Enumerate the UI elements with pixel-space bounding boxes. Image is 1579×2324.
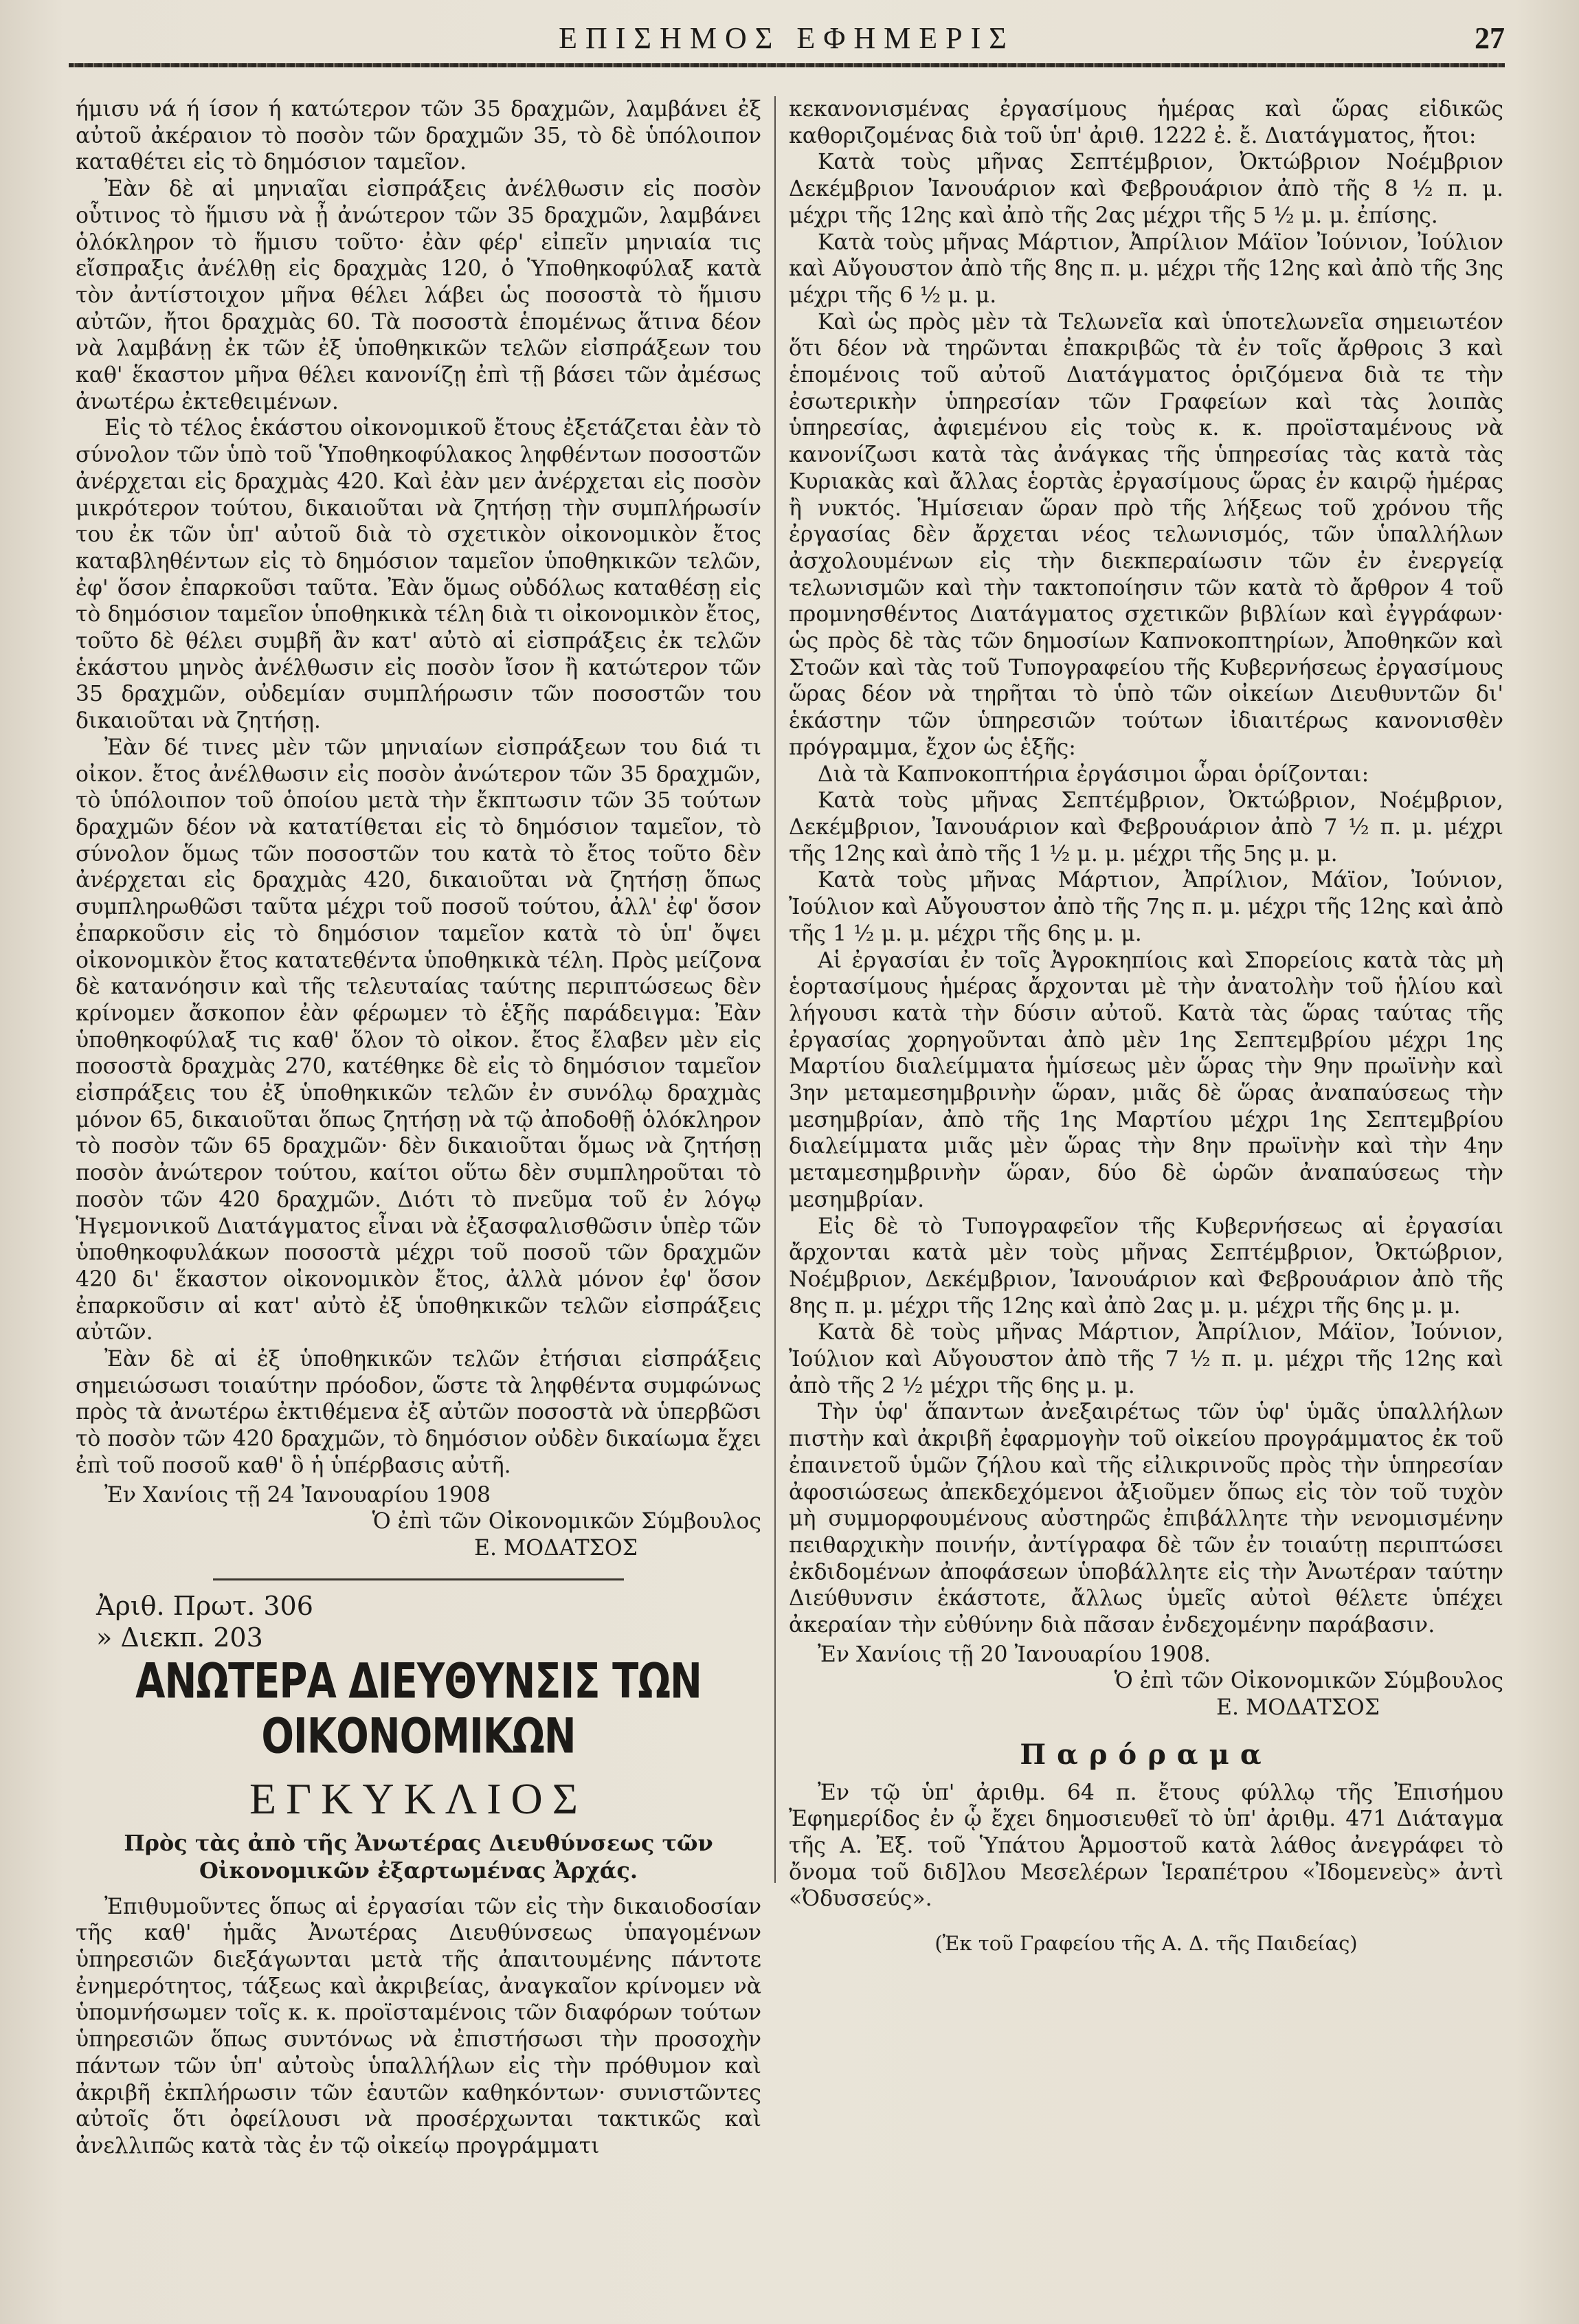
right-column [789,96,1503,1957]
place-date: Ἐν Χανίοις τῇ 20 Ἰανουαρίου 1908. [818,1642,1211,1667]
paragraph: Καὶ ὡς πρὸς μὲν τὰ Τελωνεῖα καὶ ὑποτελωνεῖα σημειωτέον ὅτι δέον νὰ τηρῶνται ἐπακριβῶς τὰ ἐν τοῖς ἄρθροις 3 καὶ ἑπομένοις τοῦ αὐτοῦ Διατάγματος ὁριζόμενα διὰ τε τὴν ἐσωτερικὴν ὑπηρεσίαν τῶν Γραφείων καὶ τὰς λοιπὰς ὑπηρεσίας, ἀφιεμένου εἰς τοὺς κ. κ. προϊσταμένους νὰ κανονίζωσι κατὰ τὰς ἀνάγκας τῆς ὑπηρεσίας τὰς κατὰ τὰς Κυριακὰς καὶ ἄλλας ἑορτὰς ἐργασίμους ὥρας ἐν καιρῷ ἡμέρας ἢ νυκτός. Ἡμίσειαν ὥραν πρὸ τῆς λήξεως τοῦ χρόνου τῆς ἐργασίας δὲν ἄρχεται νέος τελωνισμός, τῶν ὑπαλλήλων ἀσχολουμένων εἰς τὴν διεκπεραίωσιν τῶν ἐν ἐνεργείᾳ τελωνισμῶν καὶ τὴν τακτοποίησιν τῶν κατὰ τὸ ἄρθρον 4 τοῦ προμνησθέντος Διατάγματος σχετικῶν βιβλίων καὶ ἐγγράφων· ὡς πρὸς δὲ τὰς τῶν δημοσίων Καπνοκοπτηρίων, Ἀποθηκῶν καὶ Στοῶν καὶ τὰς τοῦ Τυπογραφείου τῆς Κυβερνήσεως ἐργασίμους ὥρας δέον νὰ τηρῆται τὸ ὑπὸ τῶν οἰκείων Διευθυντῶν δι' ἑκάστην τῶν ὑπηρεσιῶν τούτων ἰδιαιτέρως κανονισθὲν πρόγραμμα, ἔχον ὡς ἑξῆς: [789,309,1503,760]
column-divider [774,96,776,1883]
paragraph: Κατὰ δὲ τοὺς μῆνας Μάρτιον, Ἀπρίλιον, Μάϊον, Ἰούνιον, Ἰούλιον καὶ Αὔγουστον ἀπὸ τῆς 7 ½ π. μ. μέχρι τῆς 12ης καὶ ἀπὸ τῆς 2 ½ μέχρι τῆς 6ης μ. μ. [789,1320,1503,1398]
signer-role: Ὁ ἐπὶ τῶν Οἰκονομικῶν Σύμβουλος [1114,1668,1503,1694]
paragraph: Εἰς δὲ τὸ Τυπογραφεῖον τῆς Κυβερνήσεως αἱ ἐργασίαι ἄρχονται κατὰ μὲν τοὺς μῆνας Σεπτέμβριον, Ὀκτώβριον, Νοέμβριον, Δεκέμβριον, Ἰανουάριον καὶ Φεβρουάριον ἀπὸ τῆς 8ης π. μ. μέχρι τῆς 12ης καὶ ἀπὸ 2ας μ. μ. μέχρι τῆς 6ης μ. μ. [789,1214,1503,1319]
page-number: 27 [1475,21,1505,55]
paragraph: Ἐὰν δὲ αἱ ἐξ ὑποθηκικῶν τελῶν ἐτήσιαι εἰσπράξεις σημειώσωσι τοιαύτην πρόοδον, ὥστε τὰ ληφθέντα συμφώνως πρὸς τὰ ἀνωτέρω ἐκτιθέμενα ἐξ αὐτῶν ποσοστὰ νὰ ὑπερβῶσι τὸ ποσὸν τῶν 420 δραχμῶν, τὸ δημόσιον οὐδὲν δικαίωμα ἔχει ἐπὶ τοῦ ποσοῦ καθ' ὃ ἡ ὑπέρβασις αὐτῆ. [76,1347,761,1478]
signer-role: Ὁ ἐπὶ τῶν Οἰκονομικῶν Σύμβουλος [372,1509,761,1534]
paragraph: Ἐὰν δὲ αἱ μηνιαῖαι εἰσπράξεις ἀνέλθωσιν εἰς ποσὸν οὗτινος τὸ ἥμισυ νὰ ᾖ ἀνώτερον τῶν 35 δραχμῶν, λαμβάνει ὁλόκληρον τὸ ἥμισυ τοῦτο· ἐὰν φέρ' εἰπεῖν μηνιαία τις εἴσπραξις ἀνέλθῃ εἰς δραχμὰς 120, ὁ Ὑποθηκοφύλαξ κατὰ τὸν ἀντίστοιχον μῆνα θέλει λάβει ὡς ποσοστὰ τὸ ἥμισυ αὐτῶν, ἤτοι δραχμὰς 60. Τὰ ποσοστὰ ἑπομένως ἅτινα δέον νὰ λαμβάνῃ ἐκ τῶν ἐξ ὑποθηκικῶν τελῶν εἰσπράξεων του καθ' ἕκαστον μῆνα θέλει κανονίζῃ ἐπὶ τῇ βάσει τῶν ἀμέσως ἀνωτέρω ἐκτεθειμένων. [76,177,761,414]
left-column [76,96,761,2160]
paragraph: Εἰς τὸ τέλος ἑκάστου οἰκονομικοῦ ἔτους ἐξετάζεται ἐὰν τὸ σύνολον τῶν ὑπὸ τοῦ Ὑποθηκοφύλακος ληφθέντων ποσοστῶν ἀνέρχεται εἰς δραχμὰς 420. Καὶ ἐὰν μεν ἀνέρχεται εἰς ποσὸν μικρότερον τούτου, δικαιοῦται νὰ ζητήσῃ τὴν συμπλήρωσίν του ἐκ τῶν ὑπ' αὐτοῦ διὰ τὸ σχετικὸν οἰκονομικὸν ἔτος καταβληθέντων εἰς τὸ δημόσιον ταμεῖον ὑποθηκικῶν τελῶν, ἐφ' ὅσον ἐπαρκοῦσι ταῦτα. Ἐὰν ὅμως οὐδόλως καταθέσῃ εἰς τὸ δημόσιον ταμεῖον ὑποθηκικὰ τέλη διὰ τι οἰκονομικὸν ἔτος, τοῦτο δὲ θέλει συμβῆ ἂν κατ' αὐτὸ αἱ εἰσπράξεις ἐκ τελῶν ἑκάστου μηνὸς ἀνέλθωσιν εἰς ποσὸν ἴσον ἢ κατώτερον τῶν 35 δραχμῶν, οὐδεμίαν συμπλήρωσιν τῶν ποσοστῶν του δικαιοῦται νὰ ζητήσῃ. [76,416,761,734]
dispatch-number: » Διεκπ. 203 [96,1622,263,1653]
authority-heading: ΑΝΩΤΕΡΑ ΔΙΕΥΘΥΝΣΙΣ ΤΩΝ ΟΙΚΟΝΟΜΙΚΩΝ [135,1653,702,1765]
circular-title: ΕΓΚΥΚΛΙΟΣ [249,1774,587,1823]
paragraph: Κατὰ τοὺς μῆνας Σεπτέμβριον, Ὀκτώβριον Νοέμβριον Δεκέμβριον Ἰανουάριον καὶ Φεβρουάριον ἀπὸ τῆς 8 ½ π. μ. μέχρι τῆς 12ης καὶ ἀπὸ τῆς 2ας μέχρι τῆς 5 ½ μ. μ. ἐπίσης. [789,150,1503,228]
place-date: Ἐν Χανίοις τῇ 24 Ἰανουαρίου 1908 [104,1482,491,1508]
paragraph: Διὰ τὰ Καπνοκοπτήρια ἐργάσιμοι ὧραι ὁρίζονται: [818,761,1369,787]
gazette-title: ΕΠΙΣΗΜΟΣ ΕΦΗΜΕΡΙΣ [559,21,1015,55]
paragraph: Κατὰ τοὺς μῆνας Σεπτέμβριον, Ὀκτώβριον, Νοέμβριον, Δεκέμβριον, Ἰανουάριον καὶ Φεβρουάριον ἀπὸ 7 ½ π. μ. μέχρι τῆς 12ης καὶ ἀπὸ τῆς 1 ½ μ. μ. μέχρι τῆς 5ης μ. μ. [789,788,1503,867]
circular-address: Πρὸς τὰς ἀπὸ τῆς Ἀνωτέρας Διευθύνσεως τῶν Οἰκονομικῶν ἐξαρτωμένας Ἀρχάς. [124,1829,713,1884]
paragraph: Κατὰ τοὺς μῆνας Μάρτιον, Ἀπρίλιον Μάϊον Ἰούνιον, Ἰούλιον καὶ Αὔγουστον ἀπὸ τῆς 8ης π. μ. μέχρι τῆς 12ης καὶ ἀπὸ τῆς 3ης μέχρι τῆς 6 ½ μ. μ. [789,230,1503,308]
paragraph: κεκανονισμένας ἐργασίμους ἡμέρας καὶ ὥρας εἰδικῶς καθοριζομένας διὰ τοῦ ὑπ' ἀριθ. 1222 ἐ. ἔ. Διατάγματος, ἤτοι: [789,97,1503,148]
errata-source: (Ἐκ τοῦ Γραφείου τῆς Α. Δ. τῆς Παιδείας) [934,1932,1358,1956]
paragraph: Τὴν ὑφ' ἅπαντων ἀνεξαιρέτως τῶν ὑφ' ὑμᾶς ὑπαλλήλων πιστὴν καὶ ἀκριβῆ ἐφαρμογὴν τοῦ οἰκείου προγράμματος ἐκ τοῦ ἐπαινετοῦ ὑμῶν ζήλου καὶ τῆς εἰλικρινοῦς πρὸς τὴν ὑπηρεσίαν ἀφοσιώσεως ἀπεκδεχόμενοι ἀξιοῦμεν ὅπως εἰς τὸν τοῦ τυχὸν μὴ συμμορφουμένους αὐστηρῶς ἐπιβάλλητε τὴν νενομισμένην πειθαρχικὴν ποινήν, ἀντίγραφα δὲ τῶν ἐν τοιαύτῃ περιπτώσει ἐκδιδομένων ἀποφάσεων ὑποβάλλητε εἰς τὴν Ἀνωτέραν ταύτην Διεύθυνσιν ἑκάστοτε, ἄλλως ὑμεῖς αὐτοὶ θέλετε ὑπέχει ἀκεραίαν τὴν εὐθύνην διὰ πᾶσαν ἐνδεχομένην παράβασιν. [789,1400,1503,1638]
paragraph: Ἐὰν δέ τινες μὲν τῶν μηνιαίων εἰσπράξεων του διά τι οἰκον. ἔτος ἀνέλθωσιν εἰς ποσὸν ἀνώτερον τῶν 35 δραχμῶν, τὸ ὑπόλοιπον τοῦ ὁποίου μετὰ τὴν ἔκπτωσιν τῶν 35 τούτων δραχμῶν δέον νὰ κατατίθεται εἰς τὸ δημόσιον ταμεῖον, τὸ σύνολον ὅμως τῶν ποσοστῶν του κατὰ τὸ ἔτος τοῦτο δὲν ἀνέρχεται εἰς δραχμὰς 420, δικαιοῦται νὰ ζητήσῃ ὅπως συμπληρωθῶσι ταῦτα μέχρι τοῦ ποσοῦ τούτου, ἀλλ' ἐφ' ὅσον ἐπαρκοῦσιν εἰς τὸ δημόσιον ταμεῖον κατὰ τὸ ὑπ' ὄψει οἰκονομικὸν ἔτος κατατεθέντα ὑποθηκικὰ τέλη. Πρὸς μείζονα δὲ κατανόησιν καὶ τῆς τελευταίας ταύτης περιπτώσεως δὲν κρίνομεν ἄσκοπον ἐὰν φέρωμεν τὸ ἑξῆς παράδειγμα: Ἐὰν ὑποθηκοφύλαξ τις καθ' ὅλον τὸ οἰκον. ἔτος ἔλαβεν μὲν εἰς ποσοστὰ δραχμὰς 270, κατέθηκε δὲ εἰς τὸ δημόσιον ταμεῖον εἰσπράξεις του ἐξ ὑποθηκικῶν τελῶν ἐν συνόλῳ δραχμὰς μόνον 65, δικαιοῦται ὅπως ζητήσῃ νὰ τῷ ἀποδοθῇ ὁλόκληρον τὸ ποσὸν τῶν 65 δραχμῶν· δὲν δικαιοῦται ὅμως νὰ ζητήσῃ ποσὸν ἀνώτερον τούτου, καίτοι οὕτω δὲν συμπληροῦται τὸ ποσὸν τῶν 420 δραχμῶν. Διότι τὸ πνεῦμα τοῦ ἐν λόγῳ Ἡγεμονικοῦ Διατάγματος εἶναι νὰ ἐξασφαλισθῶσιν ὑπὲρ τῶν ὑποθηκοφυλάκων ποσοστὰ μέχρι τοῦ ποσοῦ τῶν δραχμῶν 420 δι' ἕκαστον οἰκονομικὸν ἔτος, ἀλλὰ μόνον ἐφ' ὅσον ἐπαρκοῦσιν αἱ κατ' αὐτὸ ἐξ ὑποθηκικῶν τελῶν εἰσπράξεις αὐτῶν. [76,735,761,1345]
paragraph: Ἐπιθυμοῦντες ὅπως αἱ ἐργασίαι τῶν εἰς τὴν δικαιοδοσίαν τῆς καθ' ἡμᾶς Ἀνωτέρας Διευθύνσεως ὑπαγομένων ὑπηρεσιῶν διεξάγωνται μετὰ τῆς ἀπαιτουμένης πάντοτε ἐνημερότητος, τάξεως καὶ ἀκριβείας, ἀναγκαῖον κρίνομεν νὰ ὑπομνήσωμεν τοῖς κ. κ. προϊσταμένοις τῶν διαφόρων τούτων ὑπηρεσιῶν ὅπως συντόνως νὰ ἐπιστήσωσι τὴν προσοχὴν πάντων τῶν ὑπ' αὐτοὺς ὑπαλλήλων εἰς τὴν πρόθυμον καὶ ἀκριβῆ ἐκπλήρωσιν τῶν ἑαυτῶν καθηκόντων· συνιστῶντες αὐτοῖς ὅτι ὀφείλουσι νὰ προσέρχωνται τακτικῶς καὶ ἀνελλιπῶς κατὰ τὰς ἐν τῷ οἰκείῳ προγράμματι [76,1894,761,2158]
protocol-number: Ἀριθ. Πρωτ. 306 [96,1590,313,1621]
paragraph: ήμισυ νά ή ίσον ή κατώτερον τῶν 35 δραχμῶν, λαμβάνει ἐξ αὐτοῦ ἀκέραιον τὸ ποσὸν τῶν δραχμῶν 35, τὸ δὲ ὑπόλοιπον καταθέτει εἰς τὸ δημόσιον ταμεῖον. [76,97,761,175]
paragraph: Κατὰ τοὺς μῆνας Μάρτιον, Ἀπρίλιον, Μάϊον, Ἰούνιον, Ἰούλιον καὶ Αὔγουστον ἀπὸ τῆς 7ης π. μ. μέχρι τῆς 12ης καὶ ἀπὸ τῆς 1 ½ μ. μ. μέχρι τῆς 6ης μ. μ. [789,868,1503,946]
errata-title: Παρόραμα [1020,1738,1273,1771]
page-header [69,21,1505,58]
signer-name: Ε. ΜΟΔΑΤΣΟΣ [1216,1695,1380,1721]
paragraph: Αἱ ἐργασίαι ἐν τοῖς Ἀγροκηπίοις καὶ Σπορείοις κατὰ τὰς μὴ ἑορτασίμους ἡμέρας ἄρχονται μὲ τὴν ἀνατολὴν τοῦ ἡλίου καὶ λήγουσι κατὰ τὴν δύσιν αὐτοῦ. Κατὰ τὰς ὥρας ταύτας τῆς ἐργασίας χορηγοῦνται ἀπὸ μὲν 1ης Σεπτεμβρίου μέχρι 1ης Μαρτίου διαλείμματα ἡμίσεως μὲν ὥρας τὴν 9ην πρωϊνὴν καὶ 3ην μεταμεσημβρινὴν ὥραν, μιᾶς δὲ ὥρας ἀναπαύσεως τὴν μεσημβρίαν, ἀπὸ τῆς 1ης Μαρτίου μέχρι 1ης Σεπτεμβρίου διαλείμματα μιᾶς μὲν ὥρας τὴν 8ην πρωϊνὴν καὶ τὴν 4ην μεταμεσημβρινὴν ὥραν, δύο δὲ ὡρῶν ἀναπαύσεως τὴν μεσημβρίαν. [789,948,1503,1212]
header-rule [69,63,1505,67]
signer-name: Ε. ΜΟΔΑΤΣΟΣ [474,1535,638,1561]
errata-text: Ἐν τῷ ὑπ' ἀριθμ. 64 π. ἔτους φύλλῳ τῆς Ἐπισήμου Ἐφημερίδος ἐν ᾧ ἔχει δημοσιευθεῖ τὸ ὑπ' ἀριθμ. 471 Διάταγμα τῆς Α. Ἐξ. τοῦ Ὑπάτου Ἁρμοστοῦ κατὰ λάθος ἀνεγράφει τὸ ὄνομα τοῦ διδ]λου Μεσελέρων Ἱεραπέτρου «Ἰδομενεὺς» ἀντὶ «Ὀδυσσεύς». [789,1780,1503,1912]
section-divider [213,1578,625,1580]
